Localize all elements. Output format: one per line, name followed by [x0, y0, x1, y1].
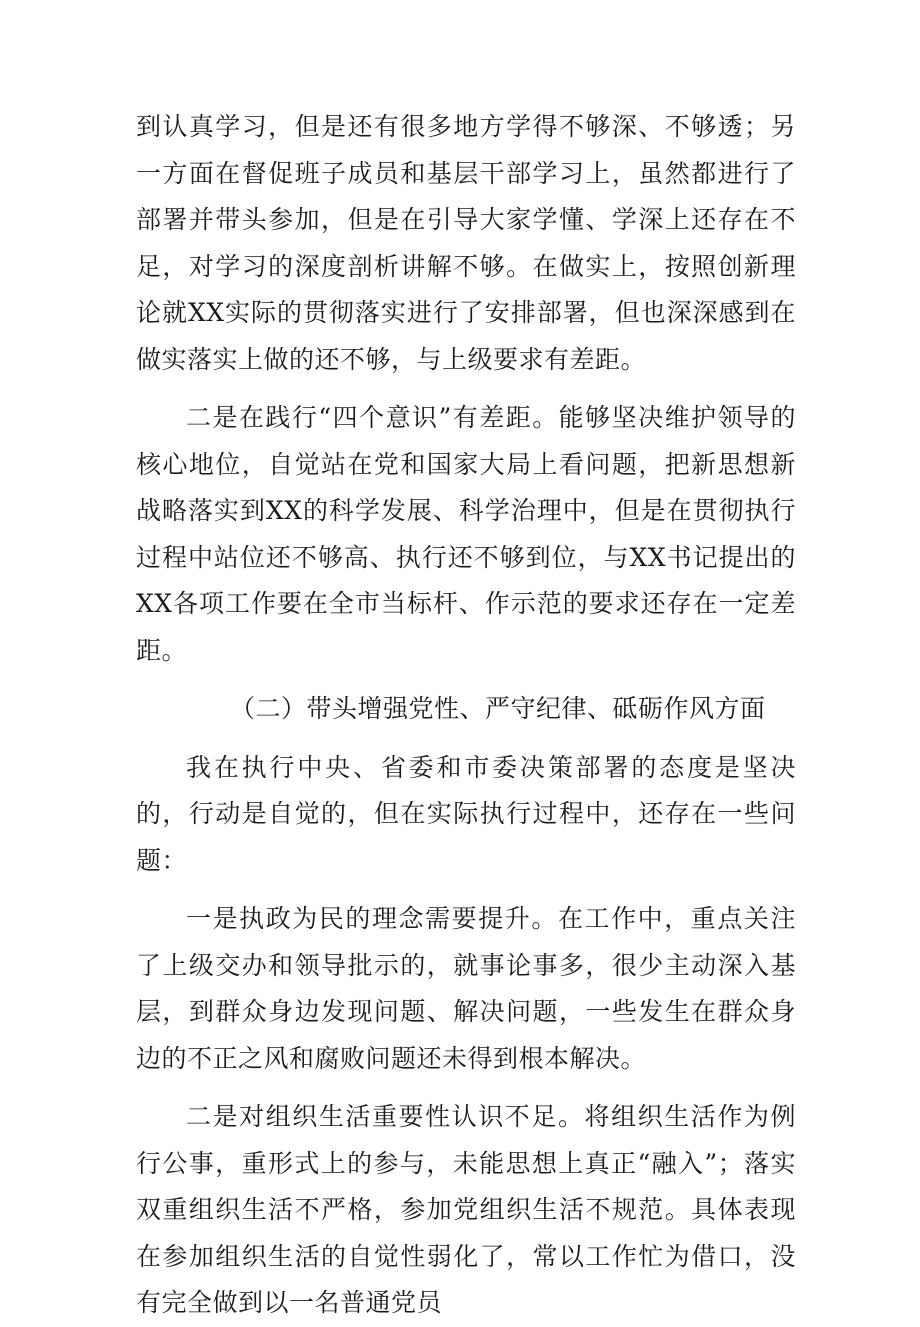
paragraph-intro: 我在执行中央、省委和市委决策部署的态度是坚决的，行动是自觉的，但在实际执行过程中，还存在一些问题： — [136, 752, 796, 875]
paragraph-continuation: 到认真学习，但是还有很多地方学得不够深、不够透；另一方面在督促班子成员和基层干部学习上，虽然都进行了部署并带头参加，但是在引导大家学懂、学深上还存在不足，对学习的深度剖析讲解不够。在做实上，按照创新理论就XX实际的贯彻落实进行了安排部署，但也深深感到在做实落实上做的还不够，与上级要求有差距。 — [136, 112, 796, 374]
paragraph-four-consciousness: 二是在践行“四个意识”有差距。能够坚决维护领导的核心地位，自觉站在党和国家大局上看问题，把新思想新战略落实到XX的科学发展、科学治理中，但是在贯彻执行过程中站位还不够高、执行还不够到位，与XX书记提出的XX各项工作要在全市当标杆、作示范的要求还存在一定差距。 — [136, 403, 796, 665]
document-body — [136, 104, 796, 1327]
paragraph-organization-life: 二是对组织生活重要性认识不足。将组织生活作为例行公事，重形式上的参与，未能思想上真正“融入”；落实双重组织生活不严格，参加党组织生活不规范。具体表现在参加组织生活的自觉性弱化了，常以工作忙为借口，没有完全做到以一名普通党员 — [136, 1102, 796, 1317]
section-heading: （二）带头增强党性、严守纪律、砥砺作风方面 — [230, 694, 766, 723]
paragraph-governance: 一是执政为民的理念需要提升。在工作中，重点关注了上级交办和领导批示的，就事论事多，很少主动深入基层，到群众身边发现问题、解决问题，一些发生在群众身边的不正之风和腐败问题还未得到根本解决。 — [136, 904, 796, 1073]
